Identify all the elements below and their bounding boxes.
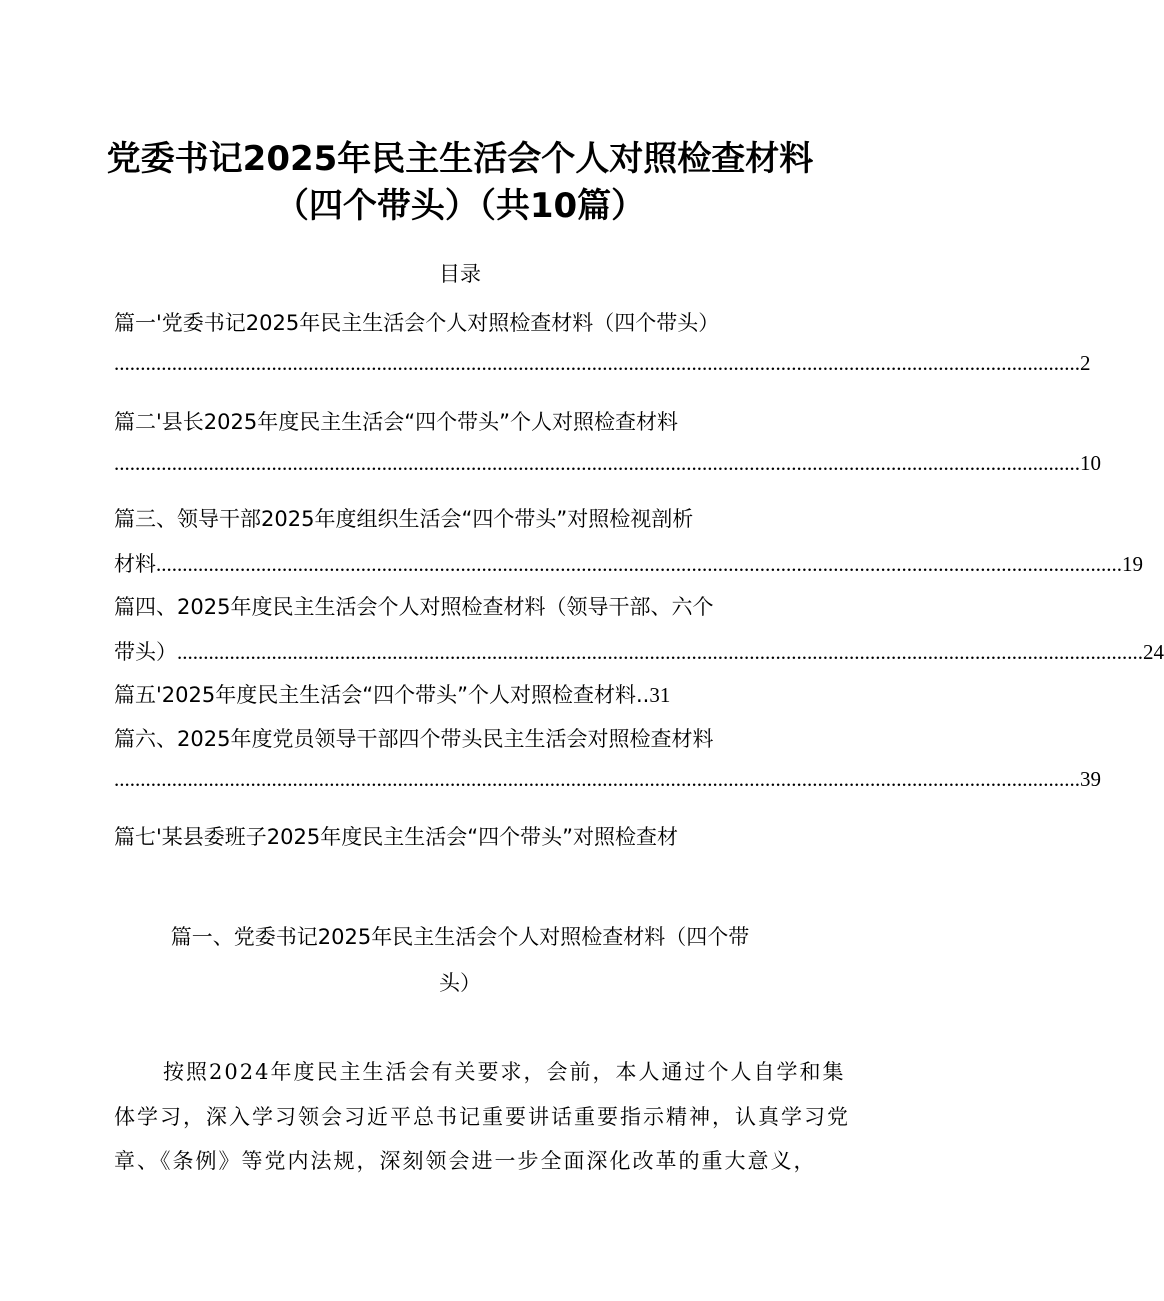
toc-leader-dots: ........................................................................................................................................................................................ bbox=[114, 767, 1080, 791]
toc-entry-1-text: 篇一'党委书记2025年民主生活会个人对照检查材料（四个带头） bbox=[114, 311, 720, 335]
toc-entry-4-text: 篇四、2025年度民主生活会个人对照检查材料（领导干部、六个 bbox=[114, 595, 714, 619]
toc-entry-5-line-1[interactable] bbox=[114, 679, 670, 709]
toc-entry-3-page: 19 bbox=[1122, 552, 1143, 576]
toc-entry-2-text: 篇二'县长2025年度民主生活会“四个带头”个人对照检查材料 bbox=[114, 410, 678, 434]
toc-leader-dots: ........................................................................................................................................................................................ bbox=[177, 640, 1143, 664]
toc-entry-6-page: 39 bbox=[1080, 767, 1101, 791]
toc-entry-4-line-2[interactable] bbox=[114, 636, 1164, 666]
section-title-line-1: 篇一、党委书记2025年民主生活会个人对照检查材料（四个带 bbox=[170, 925, 750, 949]
toc-entry-6-line-1[interactable] bbox=[114, 723, 713, 753]
toc-entry-1-line-1[interactable] bbox=[114, 307, 719, 337]
toc-leader-dots: ........................................................................................................................................................................................ bbox=[114, 451, 1080, 475]
toc-leader-dots: ........................................................................................................................................................................................ bbox=[156, 552, 1122, 576]
toc-entry-7-line-1[interactable] bbox=[114, 821, 678, 851]
paragraph-line-1: 按照2024年度民主生活会有关要求，会前，本人通过个人自学和集 bbox=[163, 1060, 846, 1084]
toc-entry-3-text-cont: 材料 bbox=[114, 552, 156, 576]
toc-leader-dots: ........................................................................................................................................................................................ bbox=[114, 351, 1080, 375]
document-title-line-2: （四个带头）（共10篇） bbox=[274, 186, 646, 226]
toc-entry-7-text: 篇七'某县委班子2025年度民主生活会“四个带头”对照检查材 bbox=[114, 825, 678, 849]
toc-entry-3-line-1[interactable] bbox=[114, 503, 693, 533]
toc-entry-4-page: 24 bbox=[1143, 640, 1164, 664]
toc-heading: 目录 bbox=[439, 262, 481, 286]
toc-entry-2-line-1[interactable] bbox=[114, 406, 678, 436]
toc-entry-6-line-2[interactable] bbox=[114, 767, 1101, 792]
toc-entry-1-line-2[interactable] bbox=[114, 351, 1091, 376]
paragraph-line-2: 体学习，深入学习领会习近平总书记重要讲话重要指示精神，认真学习党 bbox=[114, 1105, 850, 1129]
toc-entry-2-page: 10 bbox=[1080, 451, 1101, 475]
document-title-line-1: 党委书记2025年民主生活会个人对照检查材料 bbox=[106, 139, 814, 179]
toc-entry-4-line-1[interactable] bbox=[114, 591, 713, 621]
toc-entry-2-line-2[interactable] bbox=[114, 451, 1101, 476]
toc-entry-5-text: 篇五'2025年度民主生活会“四个带头”个人对照检查材料.. bbox=[114, 683, 650, 707]
toc-entry-1-page: 2 bbox=[1080, 351, 1091, 375]
toc-entry-6-text: 篇六、2025年度党员领导干部四个带头民主生活会对照检查材料 bbox=[114, 727, 714, 751]
toc-entry-3-text: 篇三、领导干部2025年度组织生活会“四个带头”对照检视剖析 bbox=[114, 507, 694, 531]
toc-entry-4-text-cont: 带头） bbox=[114, 640, 177, 664]
section-title-line-2: 头） bbox=[439, 971, 481, 995]
toc-entry-3-line-2[interactable] bbox=[114, 548, 1143, 578]
paragraph-line-3: 章、《条例》等党内法规，深刻领会进一步全面深化改革的重大意义， bbox=[114, 1149, 817, 1173]
toc-entry-5-page: 31 bbox=[649, 683, 671, 707]
